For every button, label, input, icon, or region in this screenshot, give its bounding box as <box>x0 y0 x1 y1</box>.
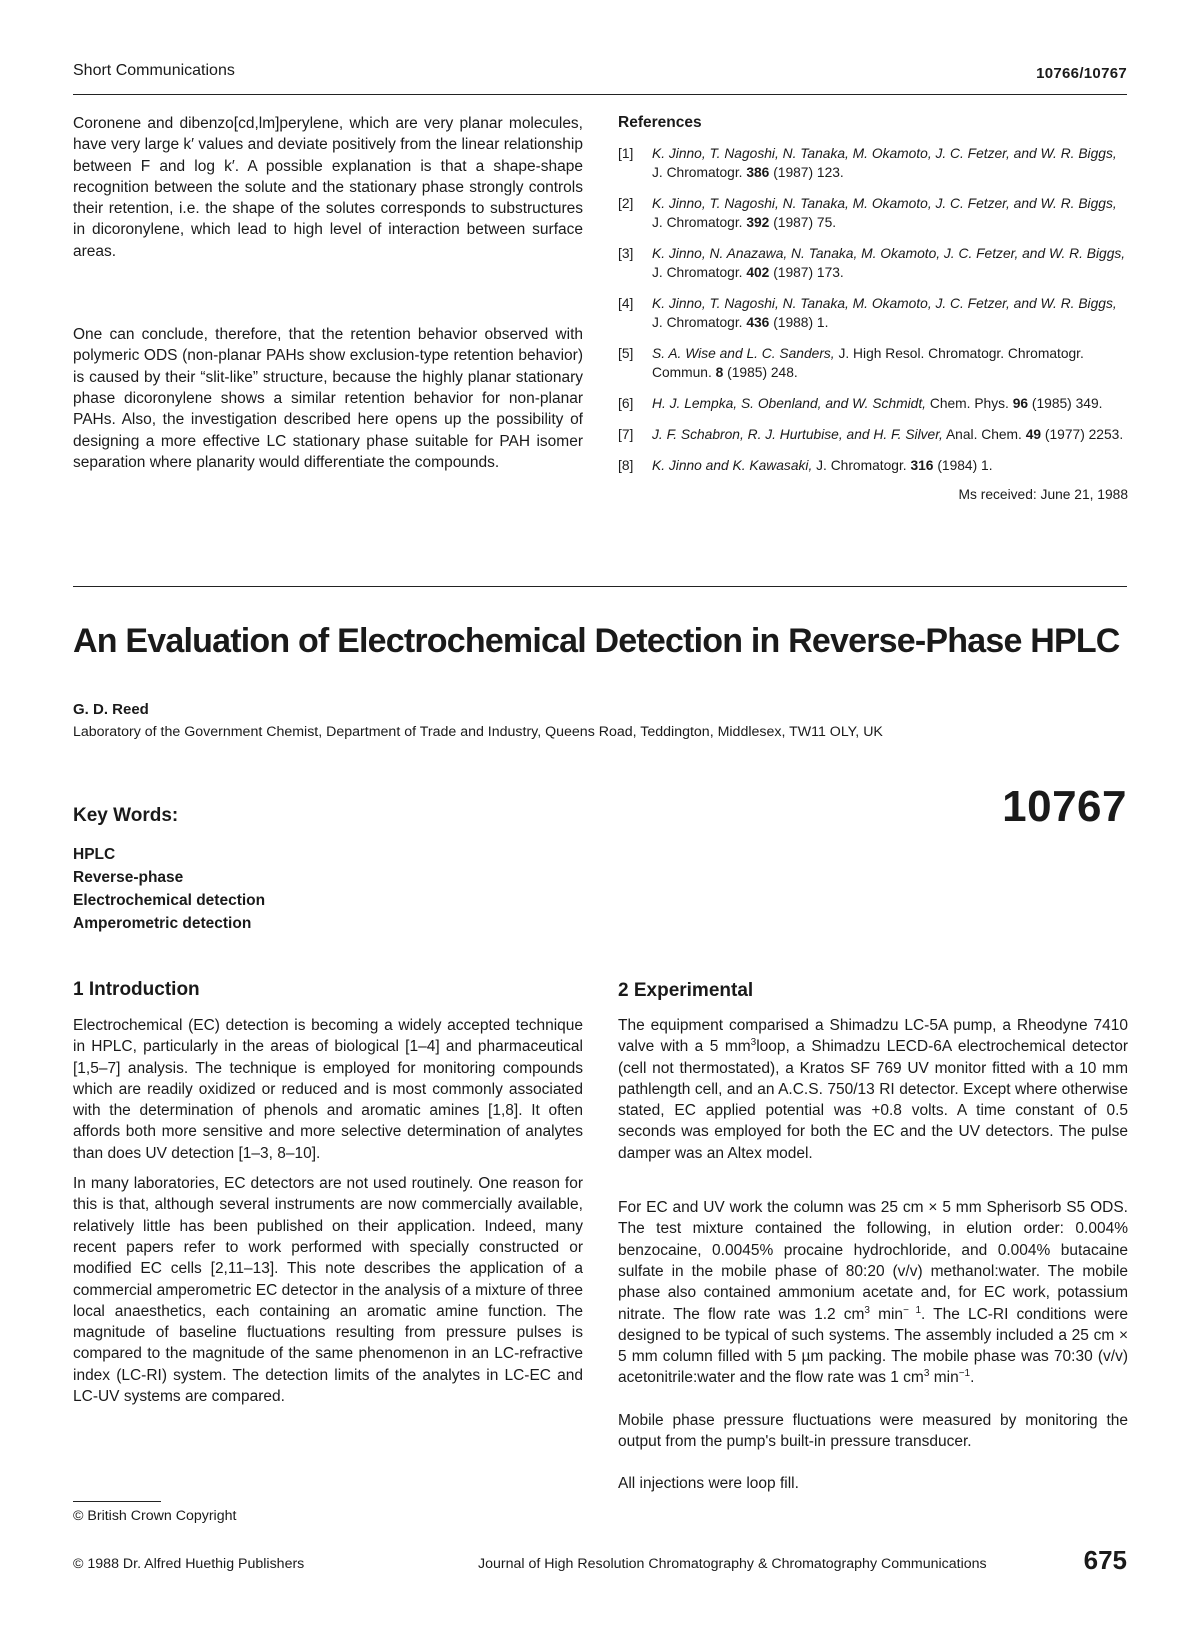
header-rule <box>73 94 1127 95</box>
reference-number: [7] <box>618 427 634 442</box>
reference-volume: 49 <box>1025 427 1042 442</box>
keyword: HPLC <box>73 846 116 863</box>
reference-item <box>618 144 1128 182</box>
reference-volume: 392 <box>746 215 770 230</box>
article-title: An Evaluation of Electrochemical Detection in Reverse-Phase HPLC <box>73 622 1120 660</box>
reference-authors: K. Jinno, T. Nagoshi, N. Tanaka, M. Okamoto, J. C. Fetzer, and W. R. Biggs, <box>652 296 1117 311</box>
reference-authors: K. Jinno, T. Nagoshi, N. Tanaka, M. Okamoto, J. C. Fetzer, and W. R. Biggs, <box>652 146 1117 161</box>
received-date: Ms received: June 21, 1988 <box>958 487 1128 502</box>
introduction-paragraph-1: Electrochemical (EC) detection is becoming a widely accepted technique in HPLC, particularly in the areas of biological [1–4] and pharmaceutical [1,5–7] analysis. The technique is employed for monitoring compounds which are readily oxidized or reduced and is most commonly associated with the determination of phenols and aromatic amines [1,8]. It often affords both more sensitive and more selective determination of analytes than does UV detection [1–3, 8–10]. <box>73 1017 583 1162</box>
reference-number: [1] <box>618 146 634 161</box>
reference-journal: J. Chromatogr. <box>652 315 747 330</box>
reference-journal: J. Chromatogr. <box>652 265 747 280</box>
reference-year-page: (1987) 123. <box>769 165 844 180</box>
keyword: Amperometric detection <box>73 915 252 932</box>
footer-publisher: © 1988 Dr. Alfred Huethig Publishers <box>73 1556 305 1572</box>
footer-journal: Journal of High Resolution Chromatography & Chromatography Communications <box>478 1556 987 1572</box>
reference-volume: 386 <box>746 165 770 180</box>
copyright-footnote: © British Crown Copyright <box>73 1508 237 1524</box>
reference-number: [4] <box>618 296 634 311</box>
reference-volume: 316 <box>910 458 934 473</box>
section-heading-introduction: 1 Introduction <box>73 979 200 1000</box>
reference-year-page: (1987) 173. <box>769 265 844 280</box>
experimental-paragraph-4: All injections were loop fill. <box>618 1475 799 1493</box>
reference-item <box>618 294 1128 332</box>
reference-authors: J. F. Schabron, R. J. Hurtubise, and H. F. Silver, <box>652 427 943 442</box>
running-header-code: 10766/10767 <box>1036 65 1127 82</box>
previous-article-paragraph-2: One can conclude, therefore, that the retention behavior observed with polymeric ODS (non-planar PAHs show exclusion-type retention behavior) is caused by their “slit-like” structure, because the highly planar stationary phase dicoronylene shows a similar retention behavior for non-planar PAHs. Also, the investigation described here opens up the possibility of designing a more effective LC stationary phase suitable for PAH isomer separation where planarity would differentiate the compounds. <box>73 326 583 471</box>
reference-journal: J. Chromatogr. <box>652 165 747 180</box>
introduction-paragraph-2: In many laboratories, EC detectors are not used routinely. One reason for this is that, although several instruments are now commercially available, relatively little has been published on their application. Indeed, many recent papers refer to work performed with specially constructed or modified EC cells [2,11–13]. This note describes the application of a commercial amperometric EC detector in the analysis of a mixture of three local anaesthetics, each containing an aromatic amine function. The magnitude of baseline fluctuations resulting from pressure pulses is compared to the magnitude of the same phenomenon in an LC-refractive index (LC-RI) system. The detection limits of the analytes in LC-EC and LC-UV systems are compared. <box>73 1175 583 1406</box>
reference-journal: J. High Resol. Chromatogr. Chromatogr. Commun. <box>652 346 1084 380</box>
reference-year-page: (1987) 75. <box>769 215 837 230</box>
reference-journal: Chem. Phys. <box>926 396 1013 411</box>
reference-year-page: (1988) 1. <box>769 315 829 330</box>
reference-item <box>618 344 1128 382</box>
references-title: References <box>618 114 702 131</box>
experimental-paragraph-3: Mobile phase pressure fluctuations were measured by monitoring the output from the pump's built-in pressure transducer. <box>618 1411 1128 1451</box>
article-author: G. D. Reed <box>73 701 149 718</box>
reference-number: [2] <box>618 196 634 211</box>
keyword: Electrochemical detection <box>73 892 266 909</box>
references-section <box>618 113 1128 504</box>
reference-item <box>618 244 1128 282</box>
reference-number: [6] <box>618 396 634 411</box>
references-list <box>618 144 1128 475</box>
running-header-section: Short Communications <box>73 62 235 79</box>
reference-item <box>618 456 1128 475</box>
reference-journal: J. Chromatogr. <box>652 215 747 230</box>
reference-volume: 96 <box>1012 396 1029 411</box>
reference-number: [3] <box>618 246 634 261</box>
footnote-rule <box>73 1501 161 1502</box>
reference-item <box>618 394 1128 413</box>
reference-year-page: (1984) 1. <box>933 458 993 473</box>
introduction-text <box>73 1015 583 1407</box>
previous-article-text <box>73 113 583 473</box>
reference-number: [8] <box>618 458 634 473</box>
keyword: Reverse-phase <box>73 869 184 886</box>
experimental-text <box>618 1015 1128 1495</box>
reference-authors: K. Jinno, N. Anazawa, N. Tanaka, M. Okamoto, J. C. Fetzer, and W. R. Biggs, <box>652 246 1126 261</box>
author-affiliation: Laboratory of the Government Chemist, Department of Trade and Industry, Queens Road, Teddington, Middlesex, TW11 OLY, UK <box>73 724 883 740</box>
reference-year-page: (1985) 248. <box>723 365 798 380</box>
page-number: 675 <box>1083 1545 1127 1575</box>
reference-year-page: (1977) 2253. <box>1041 427 1124 442</box>
article-separator-rule <box>73 586 1127 587</box>
reference-volume: 8 <box>715 365 724 380</box>
reference-journal: J. Chromatogr. <box>812 458 911 473</box>
reference-journal: Anal. Chem. <box>942 427 1026 442</box>
previous-article-paragraph-1: Coronene and dibenzo[cd,lm]perylene, which are very planar molecules, have very large k′ values and deviate positively from the linear relationship between F and log k′. A possible explanation is that a shape-shape recognition between the solute and the stationary phase strongly controls their retention, i.e. the shape of the solutes corresponds to substructures in dicoronylene, which lead to high level of interaction between surface areas. <box>73 115 583 260</box>
keywords-heading: Key Words: <box>73 805 179 826</box>
section-heading-experimental: 2 Experimental <box>618 980 754 1001</box>
reference-item <box>618 425 1128 444</box>
reference-year-page: (1985) 349. <box>1028 396 1103 411</box>
keywords-list <box>73 843 265 935</box>
reference-volume: 402 <box>746 265 770 280</box>
article-number: 10767 <box>1002 782 1127 831</box>
reference-volume: 436 <box>746 315 770 330</box>
reference-authors: K. Jinno and K. Kawasaki, <box>652 458 813 473</box>
reference-number: [5] <box>618 346 634 361</box>
experimental-paragraph-2: For EC and UV work the column was 25 cm × 5 mm Spherisorb S5 ODS. The test mixture contained the following, in elution order: 0.004% benzocaine, 0.0045% procaine hydrochloride, and 0.004% butacaine sulfate in the mobile phase of 80:20 (v/v) methanol:water. The mobile phase also contained ammonium acetate and, for EC work, potassium nitrate. The flow rate was 1.2 $cm^3$ $\min^{- 1}$. The LC-RI conditions were designed to be typical of such systems. The assembly included a 25 cm × 5 mm column filled with 5 µm packing. The mobile phase was 70:30 (v/v) acetonitrile:water and the flow rate was 1 $cm^3$ $\min^{-1}$. <box>618 1199 1128 1387</box>
reference-authors: S. A. Wise and L. C. Sanders, <box>652 346 835 361</box>
reference-item <box>618 194 1128 232</box>
reference-authors: K. Jinno, T. Nagoshi, N. Tanaka, M. Okamoto, J. C. Fetzer, and W. R. Biggs, <box>652 196 1117 211</box>
reference-authors: H. J. Lempka, S. Obenland, and W. Schmidt, <box>652 396 927 411</box>
experimental-paragraph-1: The equipment comparised a Shimadzu LC-5A pump, a Rheodyne 7410 valve with a 5 $mm^3loop$, a Shimadzu LECD-6A electrochemical detector (cell not thermostated), a Kratos SF 769 UV monitor fitted with a 10 mm pathlength cell, and an A.C.S. 750/13 RI detector. Except where otherwise stated, EC applied potential was +0.8 volts. A time constant of 0.5 seconds was employed for both the EC and the UV detectors. The pulse damper was an Altex model. <box>618 1017 1128 1162</box>
